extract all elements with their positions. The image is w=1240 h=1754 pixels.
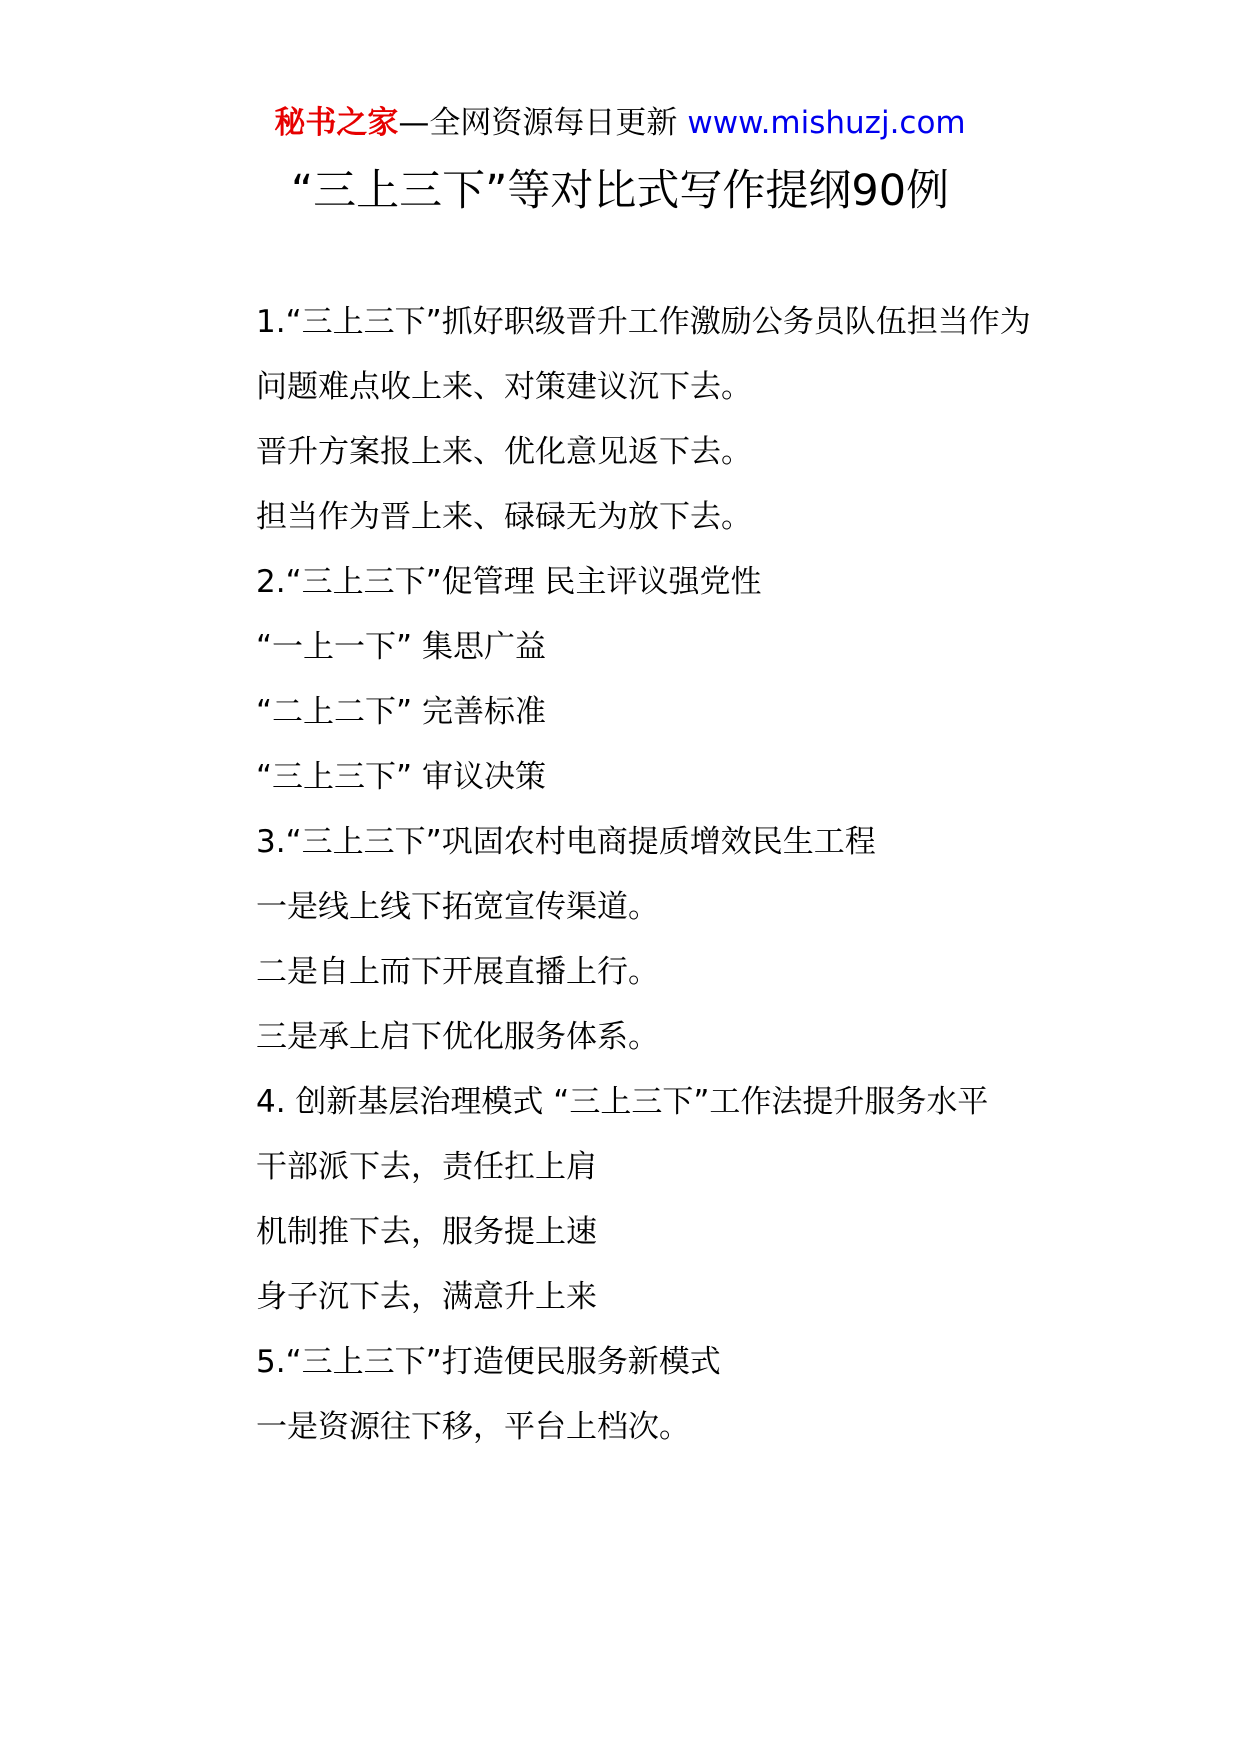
outline-heading-4: 4. 创新基层治理模式 “三上三下”工作法提升服务水平 xyxy=(256,1084,989,1120)
outline-line: 二是自上而下开展直播上行。 xyxy=(256,954,659,990)
outline-line: 干部派下去，责任扛上肩 xyxy=(256,1149,597,1185)
site-url-link[interactable]: www.mishuzj.com xyxy=(687,105,966,141)
site-header xyxy=(0,100,1240,146)
outline-line: “三上三下” 审议决策 xyxy=(256,759,546,795)
outline-line: 身子沉下去，满意升上来 xyxy=(256,1279,597,1315)
outline-heading-1: 1.“三上三下”抓好职级晋升工作激励公务员队伍担当作为 xyxy=(256,304,1031,340)
site-brand: 秘书之家 xyxy=(274,105,399,141)
outline-line: 晋升方案报上来、优化意见返下去。 xyxy=(256,434,752,470)
outline-line: 问题难点收上来、对策建议沉下去。 xyxy=(256,369,752,405)
outline-line: “一上一下” 集思广益 xyxy=(256,629,546,665)
outline-line: 一是线上线下拓宽宣传渠道。 xyxy=(256,889,659,925)
outline-line: 机制推下去，服务提上速 xyxy=(256,1214,597,1250)
outline-heading-3: 3.“三上三下”巩固农村电商提质增效民生工程 xyxy=(256,824,876,860)
outline-line: “二上二下” 完善标准 xyxy=(256,694,546,730)
outline-heading-5: 5.“三上三下”打造便民服务新模式 xyxy=(256,1344,721,1380)
outline-heading-2: 2.“三上三下”促管理 民主评议强党性 xyxy=(256,564,762,600)
document-title: “三上三下”等对比式写作提纲90例 xyxy=(290,166,950,216)
document-body xyxy=(188,290,1058,1460)
outline-line: 三是承上启下优化服务体系。 xyxy=(256,1019,659,1055)
outline-line: 一是资源往下移，平台上档次。 xyxy=(256,1409,690,1445)
outline-line: 担当作为晋上来、碌碌无为放下去。 xyxy=(256,499,752,535)
site-slogan: —全网资源每日更新 xyxy=(398,105,678,141)
